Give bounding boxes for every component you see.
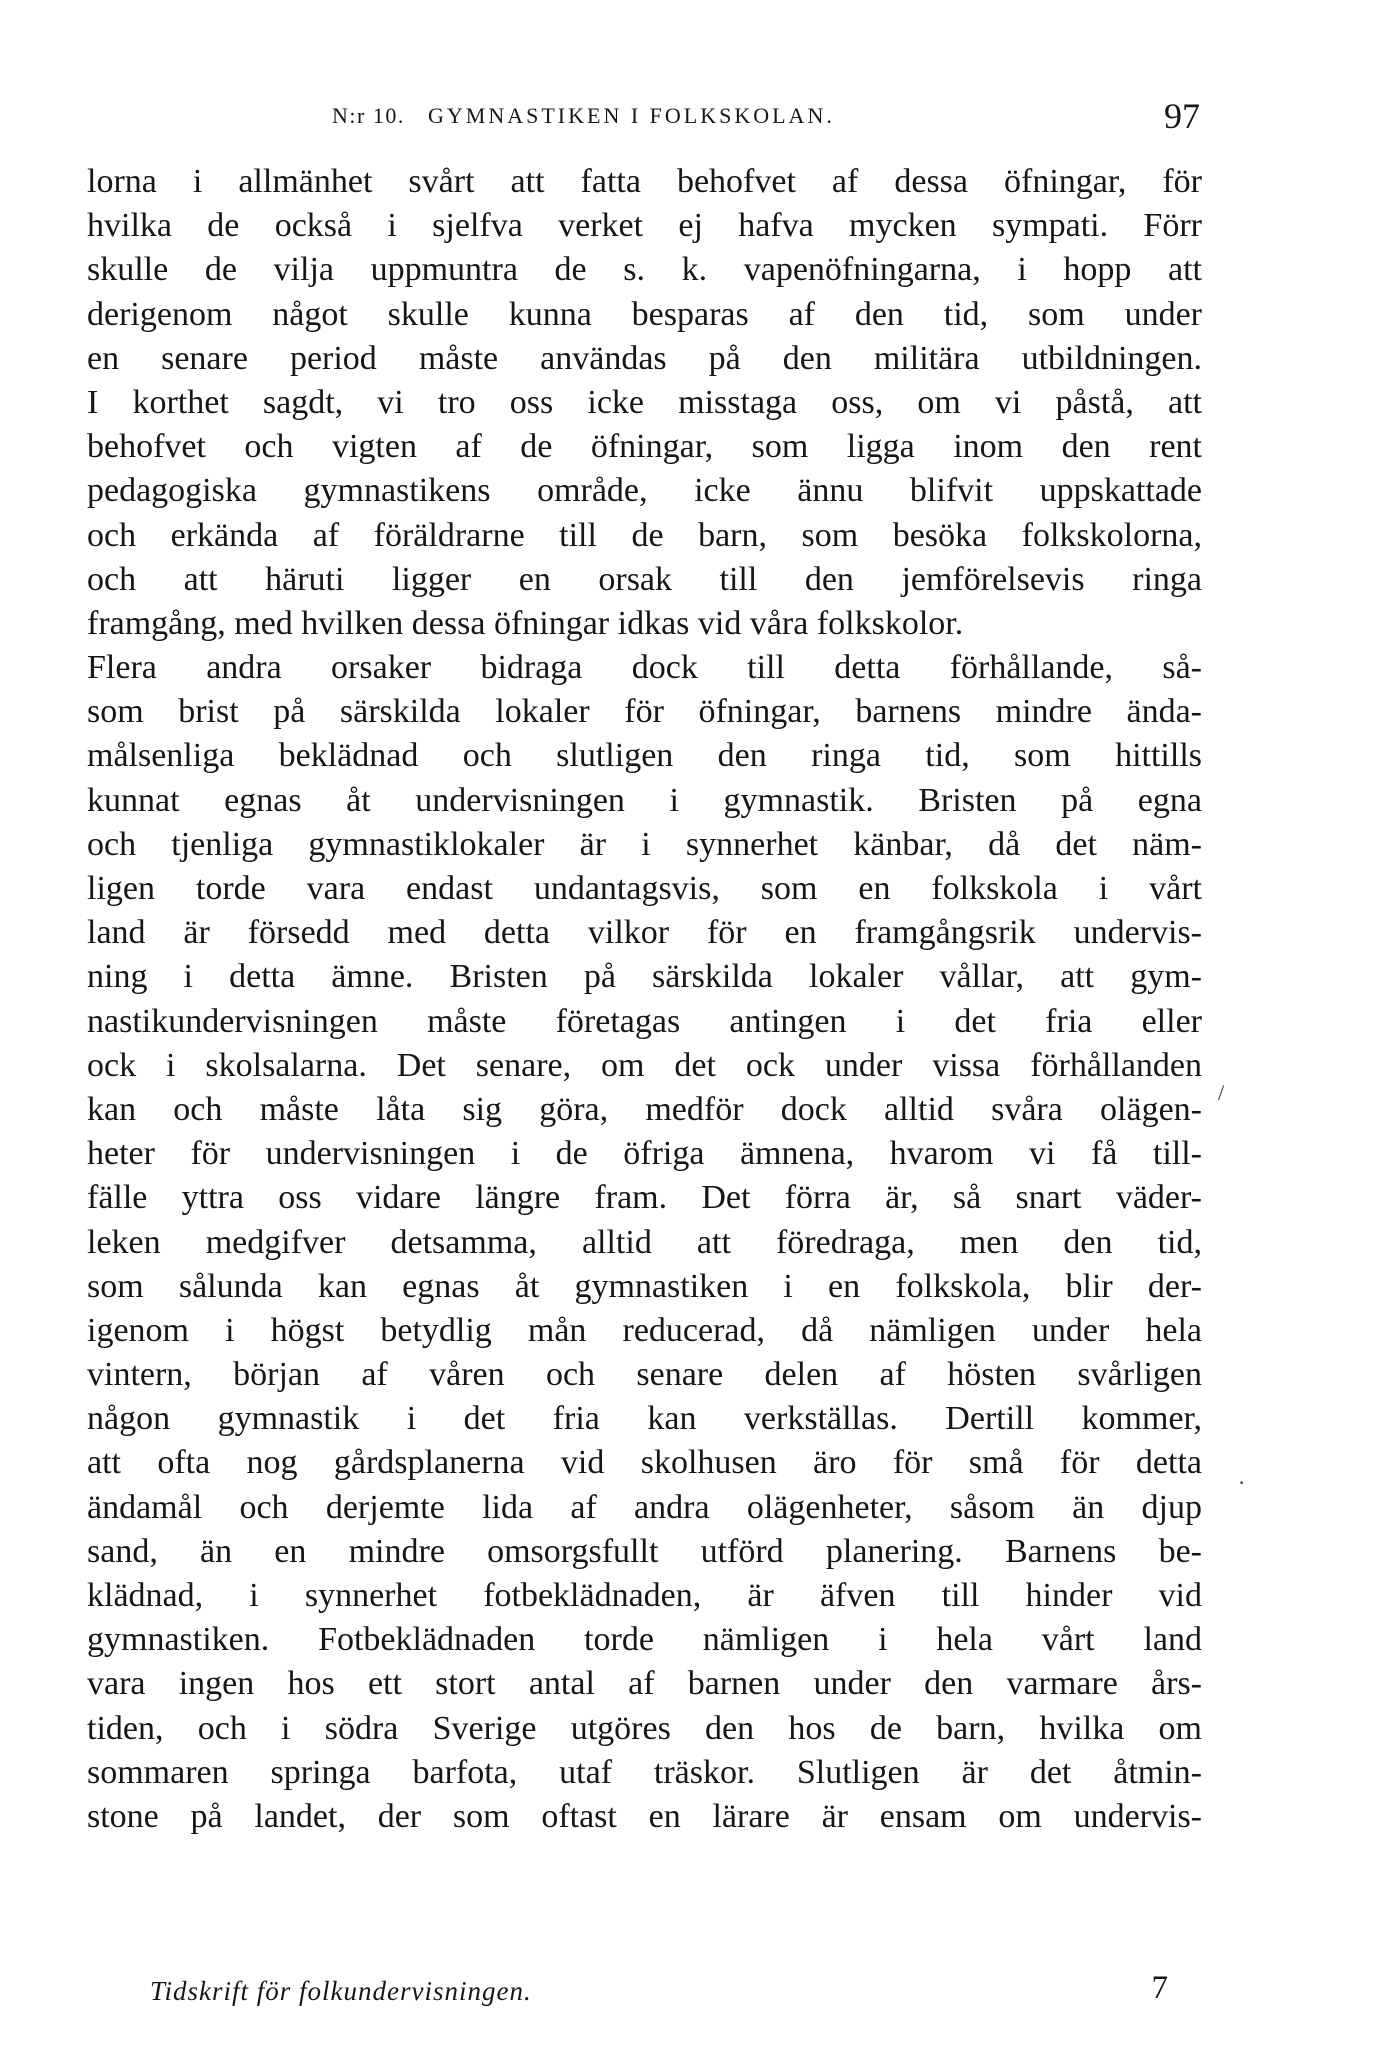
text-line: leken medgifver detsamma, alltid att föredraga, men den tid, [87,1223,1202,1261]
text-line: sand, än en mindre omsorgsfullt utförd planering. Barnens be- [87,1532,1202,1570]
text-line: ligen torde vara endast undantagsvis, som en folkskola i vårt [87,870,1202,907]
running-title: GYMNASTIKEN I FOLKSKOLAN. [428,103,835,128]
text-line: ning i detta ämne. Bristen på särskilda lokaler vållar, att gym- [87,958,1202,996]
text-line: land är försedd med detta vilkor för en framgångsrik undervis- [87,914,1202,952]
text-line: hvilka de också i sjelfva verket ej hafva mycken sympati. Förr [87,207,1202,245]
text-line: som sålunda kan egnas åt gymnastiken i en folkskola, blir der- [87,1267,1202,1305]
text-line: som brist på särskilda lokaler för öfningar, barnens mindre ända- [87,693,1202,731]
text-line: och att häruti ligger en orsak till den jemförelsevis ringa [87,560,1202,598]
text-line: behofvet och vigten af de öfningar, som ligga inom den rent [87,428,1202,466]
text-line: kunnat egnas åt undervisningen i gymnastik. Bristen på egna [87,781,1202,819]
text-line: Flera andra orsaker bidraga dock till detta förhållande, så- [87,649,1202,687]
text-line: målsenliga beklädnad och slutligen den ringa tid, som hittills [87,737,1202,775]
text-line: vara ingen hos ett stort antal af barnen under den varmare års- [87,1665,1202,1703]
text-line: gymnastiken. Fotbeklädnaden torde nämligen i hela vårt land [87,1621,1202,1659]
text-line: och erkända af föräldrarne till de barn, som besöka folkskolorna, [87,516,1202,554]
text-line: ändamål och derjemte lida af andra olägenheter, såsom än djup [87,1488,1202,1526]
page-number: 97 [1164,96,1200,136]
text-line: stone på landet, der som oftast en lärare är ensam om undervis- [87,1797,1202,1835]
text-line: I korthet sagdt, vi tro oss icke misstaga oss, om vi påstå, att [87,383,1202,421]
text-line: tiden, och i södra Sverige utgöres den hos de barn, hvilka om [87,1709,1202,1747]
margin-dot-mark: · [1238,1470,1246,1495]
body-text [87,160,1202,1839]
issue-number: N:r 10. [332,103,405,128]
text-line: igenom i högst betydlig mån reducerad, då nämligen under hela [87,1311,1202,1349]
text-line: att ofta nog gårdsplanerna vid skolhusen äro för små för detta [87,1444,1202,1482]
text-line: en senare period måste användas på den militära utbildningen. [87,339,1202,377]
text-line: heter för undervisningen i de öfriga ämnena, hvarom vi få till- [87,1135,1202,1173]
text-line: nastikundervisningen måste företagas antingen i det fria eller [87,1002,1202,1040]
margin-tick-mark: / [1218,1080,1225,1105]
text-line: klädnad, i synnerhet fotbeklädnaden, är äfven till hinder vid [87,1577,1202,1614]
text-line: lorna i allmänhet svårt att fatta behofvet af dessa öfningar, för [87,163,1202,200]
text-line: någon gymnastik i det fria kan verkställas. Dertill kommer, [87,1400,1202,1438]
text-line: skulle de vilja uppmuntra de s. k. vapenöfningarna, i hopp att [87,251,1202,289]
text-line: pedagogiska gymnastikens område, icke ännu blifvit uppskattade [87,472,1202,510]
journal-title: Tidskrift för folkundervisningen. [150,1976,532,2006]
text-line: kan och måste låta sig göra, medför dock alltid svåra olägen- [87,1090,1202,1128]
text-line: vintern, början af våren och senare delen af hösten svårligen [87,1356,1202,1394]
text-line: framgång, med hvilken dessa öfningar idkas vid våra folkskolor. [87,604,964,642]
text-line: och tjenliga gymnastiklokaler är i synnerhet känbar, då det näm- [87,825,1202,863]
text-line: sommaren springa barfota, utaf träskor. Slutligen är det åtmin- [87,1753,1202,1791]
text-line: fälle yttra oss vidare längre fram. Det förra är, så snart väder- [87,1179,1202,1217]
text-line: derigenom något skulle kunna besparas af den tid, som under [87,295,1202,333]
text-line: ock i skolsalarna. Det senare, om det ock under vissa förhållanden [87,1046,1202,1084]
signature-mark: 7 [1151,1970,1168,2006]
